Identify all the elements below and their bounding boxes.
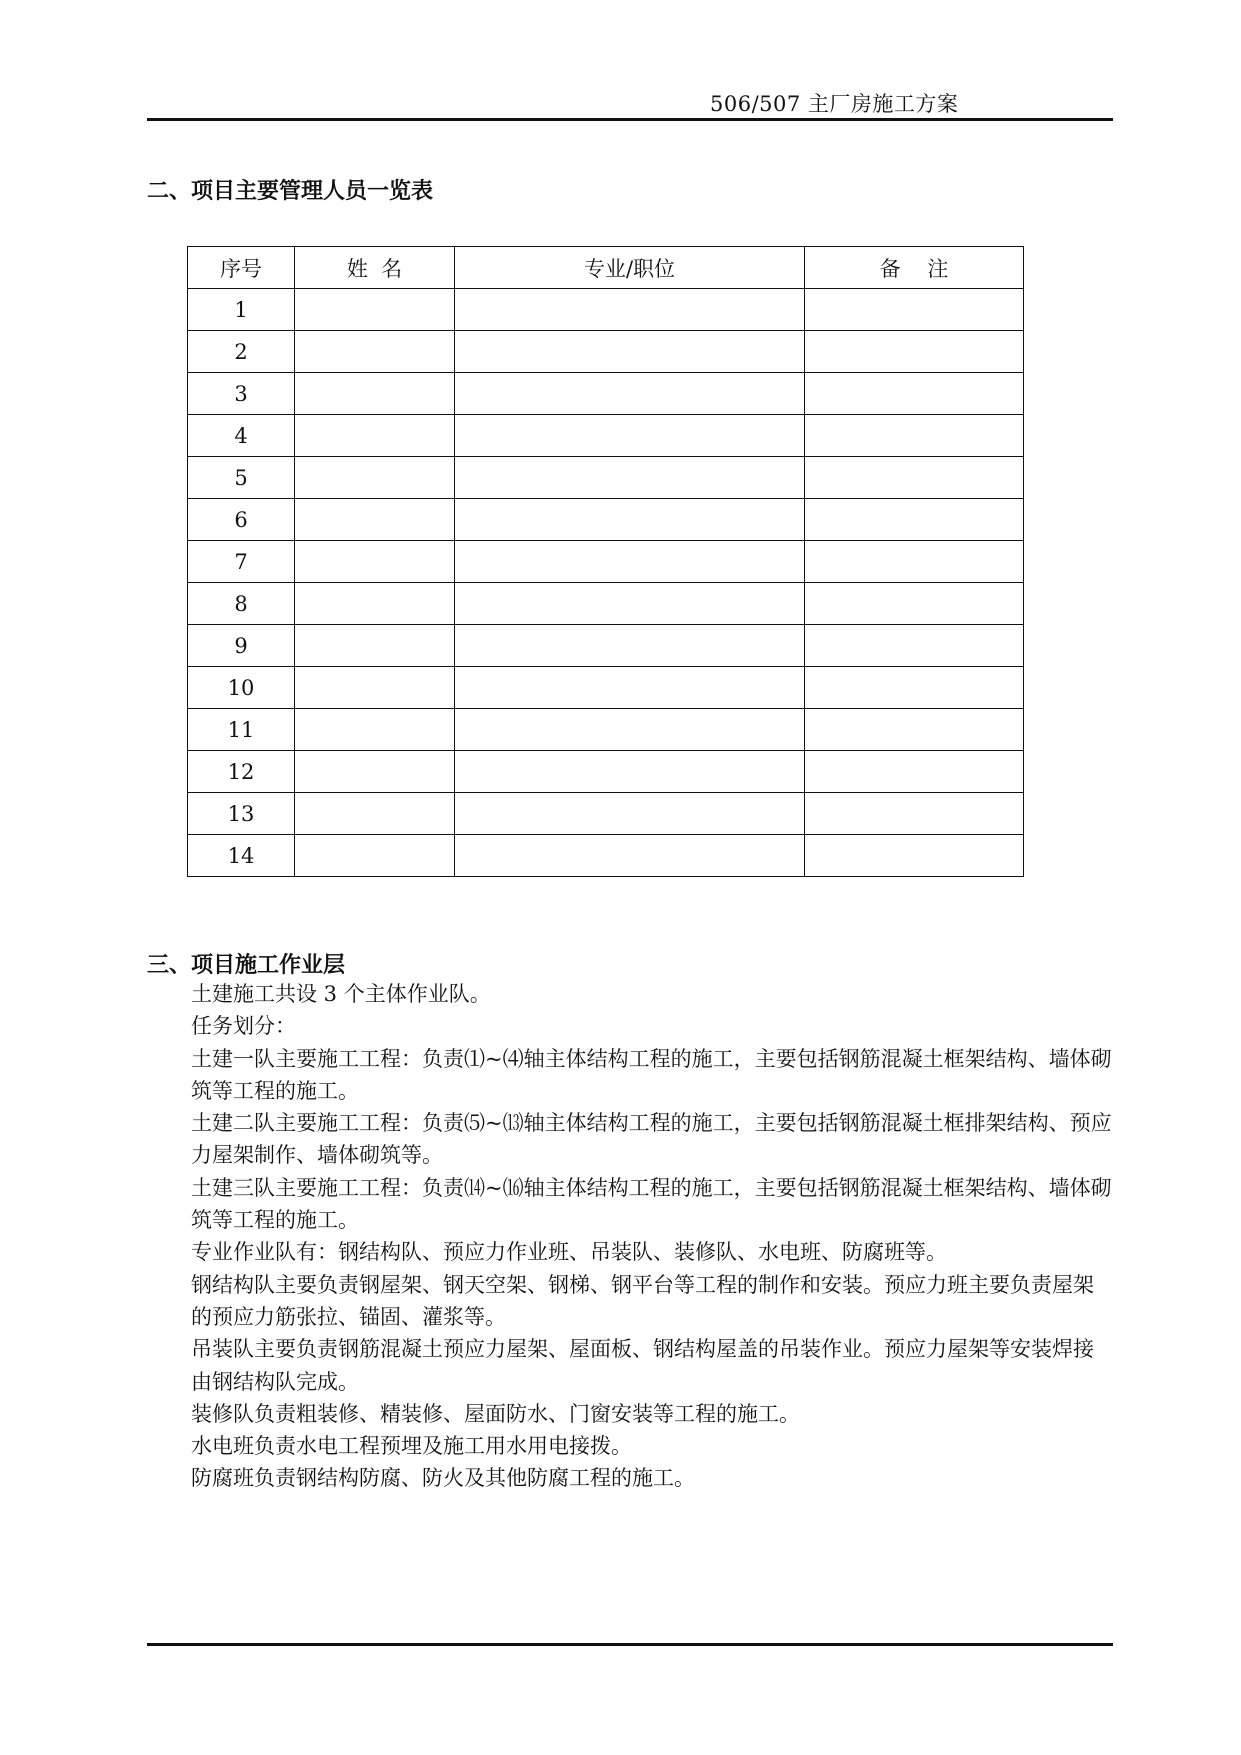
table-row [188, 793, 1024, 835]
footer-rule [147, 1643, 1113, 1646]
table-row [188, 289, 1024, 331]
cell-name [295, 457, 455, 499]
cell-no: 2 [188, 331, 295, 373]
header-rule [147, 118, 1113, 121]
cell-role [455, 415, 805, 457]
cell-note [805, 709, 1024, 751]
cell-name [295, 793, 455, 835]
cell-role [455, 499, 805, 541]
cell-name [295, 289, 455, 331]
table-row [188, 541, 1024, 583]
cell-role [455, 457, 805, 499]
table-row [188, 667, 1024, 709]
cell-name [295, 667, 455, 709]
column-header-no: 序号 [188, 247, 295, 289]
cell-name [295, 583, 455, 625]
cell-no: 10 [188, 667, 295, 709]
cell-role [455, 625, 805, 667]
cell-no: 8 [188, 583, 295, 625]
cell-name [295, 751, 455, 793]
body-paragraph: 防腐班负责钢结构防腐、防火及其他防腐工程的施工。 [191, 1466, 695, 1491]
cell-name [295, 331, 455, 373]
column-header-role: 专业/职位 [455, 247, 805, 289]
cell-name [295, 835, 455, 877]
body-paragraph: 土建三队主要施工工程：负责⒁~⒃轴主体结构工程的施工，主要包括钢筋混凝土框架结构、墙体砌筑等工程的施工。 [191, 1175, 1112, 1233]
cell-name [295, 541, 455, 583]
cell-note [805, 289, 1024, 331]
column-header-note: 备 注 [805, 247, 1024, 289]
table-row [188, 709, 1024, 751]
cell-no: 12 [188, 751, 295, 793]
cell-note [805, 331, 1024, 373]
table-row [188, 499, 1024, 541]
body-paragraph: 吊装队主要负责钢筋混凝土预应力屋架、屋面板、钢结构屋盖的吊装作业。预应力屋架等安装焊接由钢结构队完成。 [191, 1337, 1094, 1394]
cell-note [805, 667, 1024, 709]
cell-name [295, 415, 455, 457]
cell-role [455, 331, 805, 373]
cell-role [455, 835, 805, 877]
cell-no: 6 [188, 499, 295, 541]
cell-no: 4 [188, 415, 295, 457]
cell-role [455, 373, 805, 415]
page-header-title: 506/507 主厂房施工方案 [710, 92, 959, 116]
cell-name [295, 373, 455, 415]
column-header-name: 姓 名 [295, 247, 455, 289]
cell-no: 5 [188, 457, 295, 499]
table-row [188, 415, 1024, 457]
section-3-title: 三、项目施工作业层 [147, 953, 346, 978]
cell-role [455, 709, 805, 751]
body-paragraph: 土建一队主要施工工程：负责⑴~⑷轴主体结构工程的施工，主要包括钢筋混凝土框架结构、墙体砌筑等工程的施工。 [191, 1046, 1112, 1103]
cell-no: 13 [188, 793, 295, 835]
body-paragraph: 钢结构队主要负责钢屋架、钢天空架、钢梯、钢平台等工程的制作和安装。预应力班主要负责屋架的预应力筋张拉、锚固、灌浆等。 [191, 1272, 1094, 1329]
section-2-title: 二、项目主要管理人员一览表 [147, 179, 434, 204]
cell-role [455, 583, 805, 625]
table-row [188, 751, 1024, 793]
body-paragraph: 任务划分： [191, 1014, 296, 1039]
body-paragraph: 装修队负责粗装修、精装修、屋面防水、门窗安装等工程的施工。 [191, 1401, 800, 1426]
table-row [188, 835, 1024, 877]
cell-note [805, 751, 1024, 793]
cell-role [455, 667, 805, 709]
cell-note [805, 457, 1024, 499]
cell-no: 9 [188, 625, 295, 667]
cell-name [295, 709, 455, 751]
cell-name [295, 625, 455, 667]
cell-note [805, 499, 1024, 541]
table-row [188, 373, 1024, 415]
table-row [188, 625, 1024, 667]
cell-no: 3 [188, 373, 295, 415]
section-3-body [191, 978, 1113, 1495]
cell-note [805, 625, 1024, 667]
cell-note [805, 793, 1024, 835]
cell-role [455, 793, 805, 835]
cell-note [805, 415, 1024, 457]
body-paragraph: 土建二队主要施工工程：负责⑸~⒀轴主体结构工程的施工，主要包括钢筋混凝土框排架结构、预应力屋架制作、墙体砌筑等。 [191, 1111, 1112, 1168]
table-row [188, 583, 1024, 625]
staff-table [187, 246, 1024, 877]
table-header-row [188, 247, 1024, 289]
cell-no: 11 [188, 709, 295, 751]
cell-role [455, 289, 805, 331]
cell-note [805, 583, 1024, 625]
cell-role [455, 751, 805, 793]
cell-note [805, 541, 1024, 583]
cell-no: 1 [188, 289, 295, 331]
body-paragraph: 土建施工共设 3 个主体作业队。 [191, 982, 491, 1006]
cell-role [455, 541, 805, 583]
body-paragraph: 专业作业队有：钢结构队、预应力作业班、吊装队、装修队、水电班、防腐班等。 [191, 1240, 947, 1265]
table-row [188, 331, 1024, 373]
cell-note [805, 373, 1024, 415]
cell-no: 14 [188, 835, 295, 877]
body-paragraph: 水电班负责水电工程预埋及施工用水用电接拨。 [191, 1434, 632, 1459]
cell-note [805, 835, 1024, 877]
table-row [188, 457, 1024, 499]
cell-name [295, 499, 455, 541]
cell-no: 7 [188, 541, 295, 583]
